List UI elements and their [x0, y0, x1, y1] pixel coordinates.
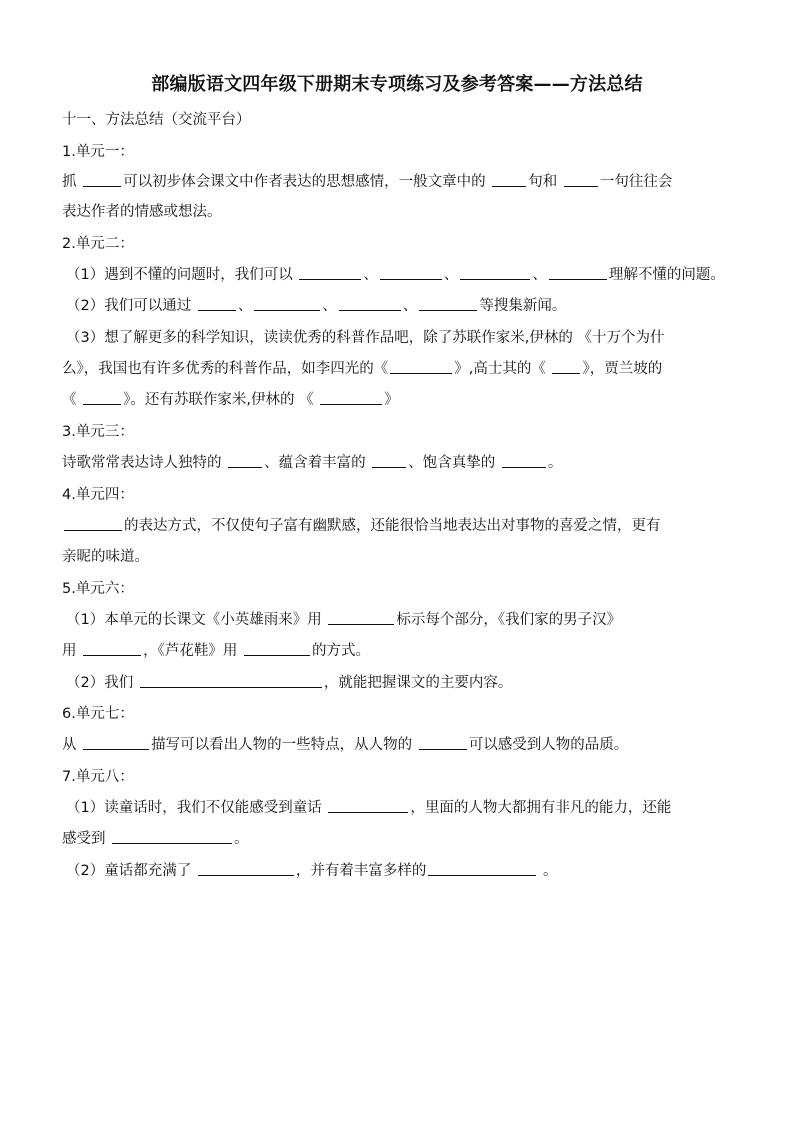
unit-8-heading: 7.单元八： [62, 769, 134, 785]
answer-blank[interactable] [328, 798, 408, 813]
answer-blank[interactable] [83, 735, 149, 750]
answer-blank[interactable] [419, 296, 477, 311]
unit-6-q1-line-2: 用 ，《芦花鞋》用 的方式。 [62, 643, 370, 659]
unit-1-line-2: 表达作者的情感或想法。 [62, 204, 222, 220]
answer-blank[interactable] [64, 516, 122, 531]
unit-3-heading: 3.单元三： [62, 424, 134, 440]
unit-6-q2: （2）我们 ，就能把握课文的主要内容。 [66, 675, 513, 691]
unit-8-q1-line-2: 感受到 。 [62, 831, 249, 847]
section-heading: 十一、方法总结（交流平台） [62, 112, 251, 128]
answer-blank[interactable] [198, 861, 294, 876]
page-title: 部编版语文四年级下册期末专项练习及参考答案——方法总结 [151, 74, 643, 95]
answer-blank[interactable] [380, 265, 442, 280]
answer-blank[interactable] [502, 453, 546, 468]
unit-7-heading: 6.单元七： [62, 706, 134, 722]
unit-4-heading: 4.单元四： [62, 487, 134, 503]
answer-blank[interactable] [299, 265, 361, 280]
unit-4-line-1: 的表达方式，不仅使句子富有幽默感，还能很恰当地表达出对事物的喜爱之情，更有 [62, 516, 742, 536]
unit-1-line-1: 抓 可以初步体会课文中作者表达的思想感情，一般文章中的 句和 一句往往会 [62, 174, 673, 190]
unit-8-q1-line-1: （1）读童话时，我们不仅能感受到童话 ，里面的人物大都拥有非凡的能力，还能 [66, 800, 672, 816]
answer-blank[interactable] [419, 735, 467, 750]
unit-2-q1: （1）遇到不懂的问题时，我们可以 、 、 、 理解不懂的问题。 [66, 267, 725, 283]
answer-blank[interactable] [83, 390, 121, 405]
unit-2-q3-line-1: （3）想了解更多的科学知识，读读优秀的科普作品吧，除了苏联作家米,伊林的 《十万个为什 [66, 330, 665, 346]
answer-blank[interactable] [83, 641, 141, 656]
unit-1-heading: 1.单元一： [62, 144, 134, 160]
unit-6-q1-line-1: （1）本单元的长课文《小英雄雨来》用 标示每个部分，《我们家的男子汉》 [66, 612, 622, 628]
answer-blank[interactable] [492, 172, 526, 187]
answer-blank[interactable] [112, 829, 232, 844]
answer-blank[interactable] [549, 265, 607, 280]
answer-blank[interactable] [244, 641, 310, 656]
unit-3-line-1: 诗歌常常表达诗人独特的 、蕴含着丰富的 、饱含真挚的 。 [62, 455, 563, 471]
unit-2-heading: 2.单元二： [62, 236, 134, 252]
answer-blank[interactable] [552, 359, 580, 374]
unit-7-line-1: 从 描写可以看出人物的一些特点，从人物的 可以感受到人物的品质。 [62, 737, 629, 753]
answer-blank[interactable] [198, 296, 236, 311]
unit-2-q2: （2）我们可以通过 、 、 、 等搜集新闻。 [66, 298, 567, 314]
answer-blank[interactable] [83, 172, 121, 187]
unit-2-q3-line-3: 《 》。还有苏联作家米,伊林的 《 》 [62, 392, 399, 408]
unit-8-q2: （2）童话都充满了 ，并有着丰富多样的 。 [66, 863, 558, 879]
answer-blank[interactable] [372, 453, 406, 468]
answer-blank[interactable] [390, 359, 452, 374]
answer-blank[interactable] [339, 296, 401, 311]
answer-blank[interactable] [564, 172, 598, 187]
unit-6-heading: 5.单元六： [62, 581, 134, 597]
answer-blank[interactable] [254, 296, 320, 311]
unit-2-q3-line-2: 么》，我国也有许多优秀的科普作品，如李四光的《 》,高士其的《 》，贾兰坡的 [62, 361, 663, 377]
answer-blank[interactable] [228, 453, 262, 468]
answer-blank[interactable] [460, 265, 530, 280]
answer-blank[interactable] [140, 673, 322, 688]
answer-blank[interactable] [328, 610, 394, 625]
answer-blank[interactable] [428, 861, 536, 876]
unit-4-line-2: 亲昵的味道。 [62, 549, 149, 565]
answer-blank[interactable] [320, 390, 382, 405]
